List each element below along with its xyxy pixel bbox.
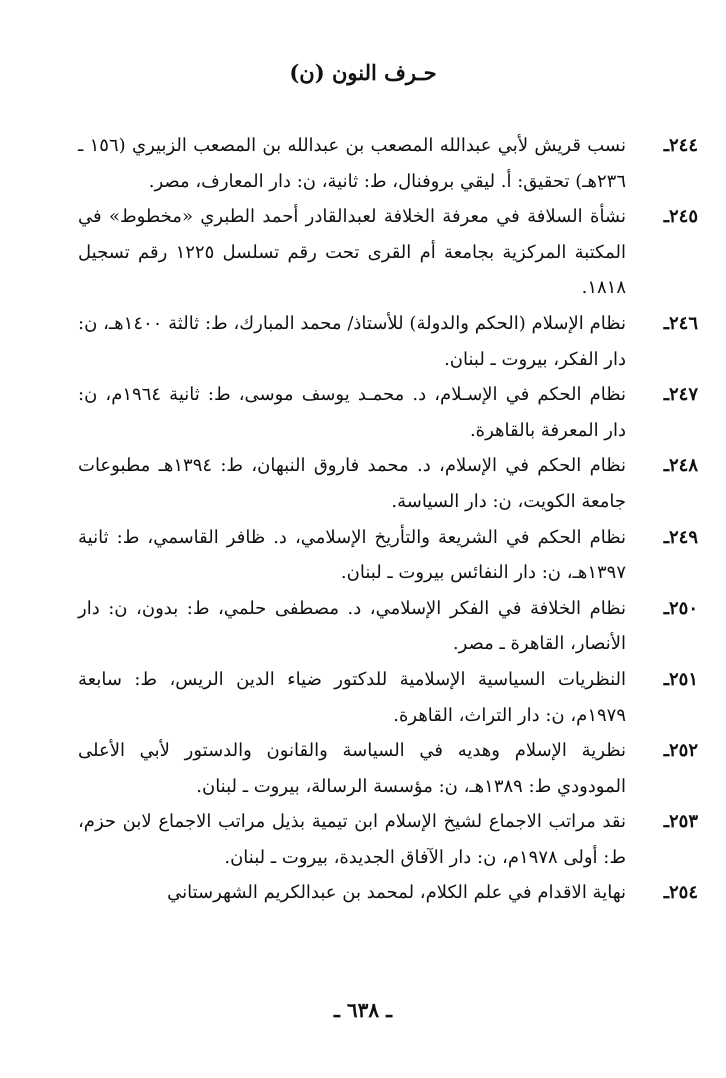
- entry-text: نظرية الإسلام وهديه في السياسة والقانون والدستور لأبي الأعلى المودودي ط: ١٣٨٩هـ، ن: مؤسسة الرسالة، بيروت ـ لبنان.: [78, 740, 626, 797]
- bibliography-list: [78, 128, 698, 911]
- bibliography-entry: [78, 875, 698, 911]
- entry-text: النظريات السياسية الإسلامية للدكتور ضياء الدين الريس، ط: سابعة ١٩٧٩م، ن: دار التراث، القاهرة.: [78, 668, 626, 726]
- entry-number: ٢٤٥ـ: [663, 206, 698, 228]
- bibliography-entry: [78, 520, 698, 591]
- entry-number: ٢٤٦ـ: [663, 312, 698, 334]
- bibliography-entry: [78, 733, 698, 804]
- entry-number: ٢٥٠ـ: [663, 597, 698, 619]
- bibliography-entry: [78, 804, 698, 875]
- page-header: حـرف النون (ن): [289, 60, 437, 85]
- entry-number: ٢٥٤ـ: [663, 882, 698, 904]
- entry-text: نظام الإسلام (الحكم والدولة) للأستاذ/ محمد المبارك، ط: ثالثة ١٤٠٠هـ، ن: دار الفكر، بيروت ـ لبنان.: [78, 312, 626, 370]
- bibliography-entry: [78, 306, 698, 377]
- entry-number: ٢٤٧ـ: [663, 384, 698, 406]
- entry-number: ٢٤٨ـ: [663, 455, 698, 477]
- entry-number: ٢٥٣ـ: [663, 811, 698, 833]
- bibliography-entry: [78, 662, 698, 733]
- entry-number: ٢٥١ـ: [663, 668, 698, 690]
- entry-text: نهاية الاقدام في علم الكلام، لمحمد بن عبدالكريم الشهرستاني: [167, 882, 626, 904]
- entry-text: نظام الخلافة في الفكر الإسلامي، د. مصطفى حلمي، ط: بدون، ن: دار الأنصار، القاهرة ـ مصر.: [78, 597, 626, 655]
- entry-text: نسب قريش لأبي عبدالله المصعب بن عبدالله بن المصعب الزبيري (١٥٦ ـ ٢٣٦هـ) تحقيق: أ. ليقي بروفنال، ط: ثانية، ن: دار المعارف، مصر.: [78, 135, 626, 192]
- entry-text: نظام الحكم في الشريعة والتأريخ الإسلامي، د. ظافر القاسمي، ط: ثانية ١٣٩٧هـ، ن: دار النفائس بيروت ـ لبنان.: [78, 526, 626, 584]
- bibliography-entry: [78, 448, 698, 519]
- entry-number: ٢٤٤ـ: [663, 135, 698, 156]
- bibliography-entry: [78, 591, 698, 662]
- entry-number: ٢٤٩ـ: [663, 526, 698, 548]
- entry-text: نشأة السلافة في معرفة الخلافة لعبدالقادر أحمد الطبري «مخطوط» في المكتبة المركزية بجامعة أم القرى تحت رقم تسلسل ١٢٢٥ رقم تسجيل ١٨١٨.: [78, 206, 626, 299]
- bibliography-entry: [78, 199, 698, 306]
- bibliography-entry: [78, 128, 698, 199]
- page-number: ـ ٦٣٨ ـ: [334, 998, 392, 1022]
- bibliography-entry: [78, 377, 698, 448]
- entry-number: ٢٥٢ـ: [663, 740, 698, 762]
- entry-text: نظام الحكم في الإسلام، د. محمد فاروق النبهان، ط: ١٣٩٤هـ مطبوعات جامعة الكويت، ن: دار السياسة.: [78, 455, 626, 512]
- entry-text: نقد مراتب الاجماع لشيخ الإسلام ابن تيمية بذيل مراتب الاجماع لابن حزم، ط: أولى ١٩٧٨م، ن: دار الآفاق الجديدة، بيروت ـ لبنان.: [78, 811, 626, 868]
- entry-text: نظام الحكم في الإسـلام، د. محمـد يوسف موسى، ط: ثانية ١٩٦٤م، ن: دار المعرفة بالقاهرة.: [78, 384, 626, 441]
